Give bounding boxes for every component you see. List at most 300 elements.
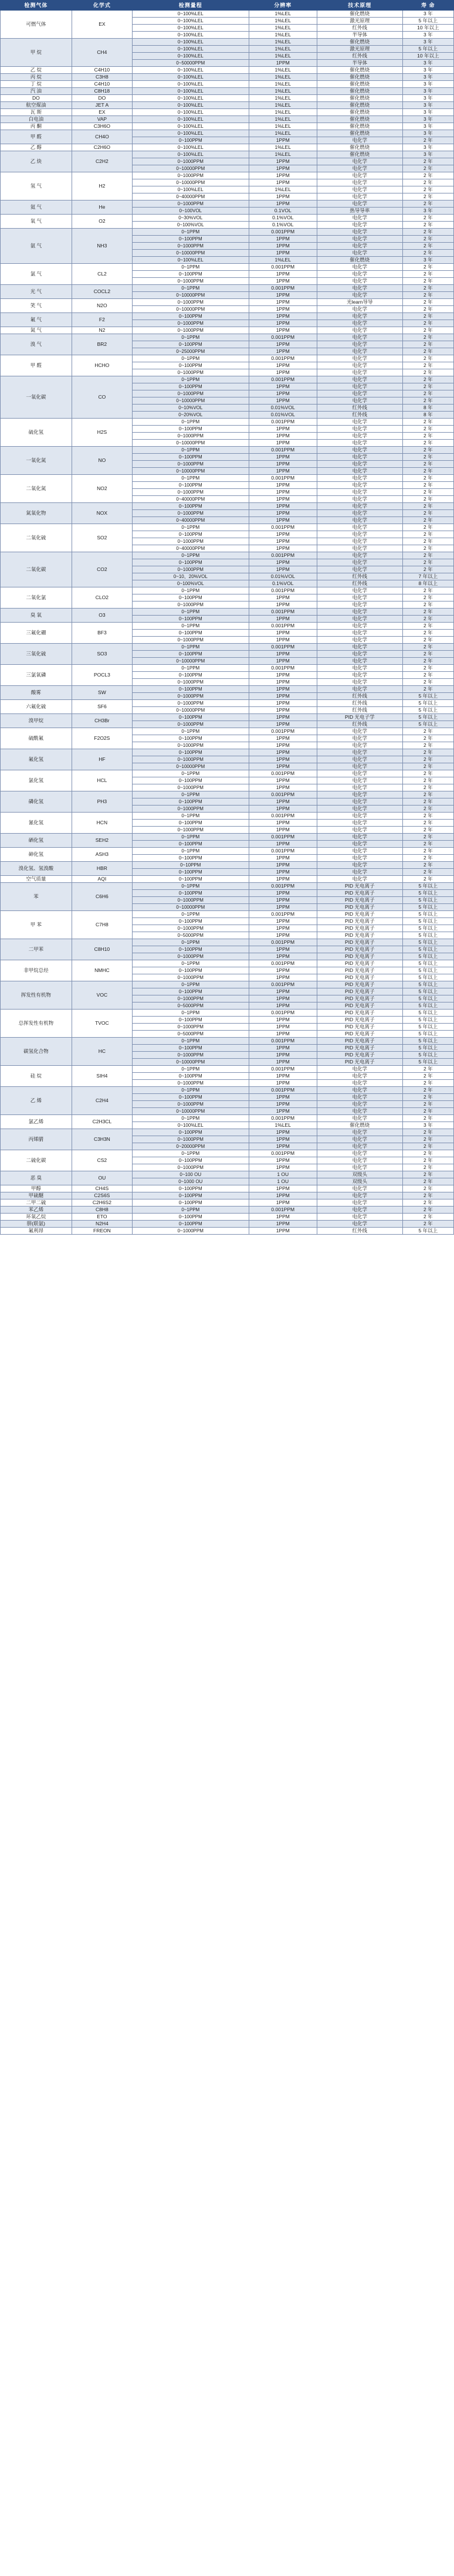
cell-life: 5 年以上 xyxy=(402,904,453,911)
cell-life: 2 年 xyxy=(402,1080,453,1087)
cell-range: 0~100%LEL xyxy=(133,39,249,46)
cell-range: 0~100PPM xyxy=(133,1129,249,1136)
cell-life: 2 年 xyxy=(402,601,453,609)
cell-range: 0~100PPM xyxy=(133,236,249,243)
spec-table xyxy=(0,0,454,1235)
cell-technology: 电化学 xyxy=(317,1207,403,1214)
cell-resolution: 1PPM xyxy=(249,855,317,862)
cell-formula: C2H3CL xyxy=(72,1115,132,1129)
cell-resolution: 1PPM xyxy=(249,236,317,243)
table-row xyxy=(1,264,454,271)
cell-range: 0~100PPM xyxy=(133,616,249,623)
cell-gas-name: 氯乙烯 xyxy=(1,1115,72,1129)
cell-formula: SF6 xyxy=(72,700,132,714)
cell-gas-name: 丙 烷 xyxy=(1,74,72,81)
cell-life: 2 年 xyxy=(402,397,453,405)
cell-range: 0~100PPM xyxy=(133,362,249,369)
cell-technology: PID 光电离子 xyxy=(317,1052,403,1059)
cell-resolution: 1PPM xyxy=(249,137,317,144)
cell-technology: 电化学 xyxy=(317,186,403,193)
cell-resolution: 1PPM xyxy=(249,468,317,475)
cell-resolution: 0.001PPM xyxy=(249,1115,317,1122)
cell-gas-name: 酸雾 xyxy=(1,686,72,700)
cell-resolution: 1%LEL xyxy=(249,186,317,193)
cell-technology: 电化学 xyxy=(317,798,403,806)
cell-resolution: 1PPM xyxy=(249,193,317,200)
cell-formula: CL2 xyxy=(72,264,132,285)
cell-resolution: 0.001PPM xyxy=(249,770,317,777)
cell-range: 0~1PPM xyxy=(133,1087,249,1094)
cell-life: 5 年以上 xyxy=(402,1045,453,1052)
cell-range: 0~1000PPM xyxy=(133,784,249,791)
table-row xyxy=(1,11,454,18)
cell-life: 2 年 xyxy=(402,447,453,454)
cell-resolution: 1PPM xyxy=(249,1108,317,1115)
cell-resolution: 0.001PPM xyxy=(249,1066,317,1073)
cell-gas-name: 甲 醛 xyxy=(1,130,72,144)
cell-resolution: 1%LEL xyxy=(249,46,317,53)
cell-range: 0~10000PPM xyxy=(133,1059,249,1066)
cell-gas-name: 航空煤油 xyxy=(1,102,72,109)
cell-life: 2 年 xyxy=(402,749,453,756)
table-row xyxy=(1,1221,454,1228)
cell-resolution: 1%LEL xyxy=(249,53,317,60)
cell-technology: 电化学 xyxy=(317,749,403,756)
cell-formula: EX xyxy=(72,109,132,116)
cell-life: 2 年 xyxy=(402,524,453,531)
cell-range: 0~1PPM xyxy=(133,981,249,988)
cell-life: 5 年以上 xyxy=(402,890,453,897)
cell-resolution: 1PPM xyxy=(249,383,317,390)
cell-technology: 电化学 xyxy=(317,559,403,566)
cell-resolution: 1 OU xyxy=(249,1178,317,1185)
table-row xyxy=(1,130,454,137)
cell-resolution: 0.001PPM xyxy=(249,285,317,292)
table-row xyxy=(1,524,454,531)
cell-resolution: 1PPM xyxy=(249,510,317,517)
cell-range: 0~1PPM xyxy=(133,911,249,918)
cell-life: 2 年 xyxy=(402,517,453,524)
table-row xyxy=(1,981,454,988)
cell-life: 3 年 xyxy=(402,32,453,39)
cell-range: 0~10000PPM xyxy=(133,440,249,447)
cell-technology: 催化燃烧 xyxy=(317,116,403,123)
cell-resolution: 1%LEL xyxy=(249,1122,317,1129)
table-row xyxy=(1,327,454,334)
cell-range: 0~100PPM xyxy=(133,1017,249,1024)
cell-life: 2 年 xyxy=(402,299,453,306)
cell-life: 5 年以上 xyxy=(402,1038,453,1045)
cell-technology: 双级头 xyxy=(317,1178,403,1185)
cell-resolution: 1PPM xyxy=(249,777,317,784)
cell-technology: 电化学 xyxy=(317,271,403,278)
cell-life: 2 年 xyxy=(402,1094,453,1101)
cell-range: 0~20%VOL xyxy=(133,412,249,419)
table-row xyxy=(1,848,454,855)
cell-life: 2 年 xyxy=(402,756,453,763)
cell-gas-name: 甲醇 xyxy=(1,1185,72,1192)
cell-gas-name: 乙 烯 xyxy=(1,1087,72,1115)
col-life: 寿 命 xyxy=(402,1,453,11)
cell-life: 2 年 xyxy=(402,531,453,538)
cell-range: 0~100%VOL xyxy=(133,580,249,587)
cell-life: 2 年 xyxy=(402,1214,453,1221)
table-row xyxy=(1,1115,454,1122)
cell-life: 2 年 xyxy=(402,482,453,489)
cell-technology: 电化学 xyxy=(317,1080,403,1087)
cell-technology: PID 光电离子 xyxy=(317,1017,403,1024)
cell-technology: 电化学 xyxy=(317,179,403,186)
cell-range: 0~100%LEL xyxy=(133,18,249,25)
cell-resolution: 0.001PPM xyxy=(249,813,317,820)
cell-gas-name: 氯化氢 xyxy=(1,770,72,791)
table-row xyxy=(1,609,454,616)
cell-life: 7 年以上 xyxy=(402,573,453,580)
cell-range: 0~1000PPM xyxy=(133,461,249,468)
cell-gas-name: 瓦 斯 xyxy=(1,109,72,116)
cell-life: 5 年以上 xyxy=(402,721,453,728)
cell-range: 0~100%LEL xyxy=(133,88,249,95)
cell-resolution: 1PPM xyxy=(249,348,317,355)
cell-resolution: 1PPM xyxy=(249,1157,317,1164)
cell-technology: 电化学 xyxy=(317,1087,403,1094)
cell-resolution: 1PPM xyxy=(249,672,317,679)
cell-technology: PID 光电离子 xyxy=(317,897,403,904)
cell-resolution: 1PPM xyxy=(249,397,317,405)
cell-life: 2 年 xyxy=(402,623,453,630)
cell-formula: HCL xyxy=(72,770,132,791)
cell-range: 0~1PPM xyxy=(133,419,249,426)
cell-technology: 催化燃烧 xyxy=(317,39,403,46)
table-row xyxy=(1,876,454,883)
cell-range: 0~100PPM xyxy=(133,714,249,721)
cell-life: 2 年 xyxy=(402,200,453,208)
cell-technology: 热导导率 xyxy=(317,208,403,215)
cell-technology: 电化学 xyxy=(317,763,403,770)
cell-technology: 电化学 xyxy=(317,566,403,573)
cell-gas-name: 甲 苯 xyxy=(1,911,72,939)
table-row xyxy=(1,151,454,158)
cell-formula: CH3Br xyxy=(72,714,132,728)
cell-resolution: 0.001PPM xyxy=(249,475,317,482)
cell-technology: 催化燃烧 xyxy=(317,88,403,95)
table-row xyxy=(1,960,454,967)
cell-life: 5 年以上 xyxy=(402,932,453,939)
cell-formula: CO2 xyxy=(72,552,132,587)
cell-technology: 电化学 xyxy=(317,193,403,200)
cell-technology: 电化学 xyxy=(317,369,403,376)
cell-range: 0~100PPM xyxy=(133,271,249,278)
cell-range: 0~100PPM xyxy=(133,1045,249,1052)
cell-life: 2 年 xyxy=(402,862,453,869)
cell-life: 3 年 xyxy=(402,109,453,116)
cell-technology: PID 光电离子 xyxy=(317,932,403,939)
cell-technology: 催化燃烧 xyxy=(317,1122,403,1129)
cell-resolution: 1%LEL xyxy=(249,116,317,123)
cell-life: 2 年 xyxy=(402,742,453,749)
cell-life: 2 年 xyxy=(402,475,453,482)
cell-technology: 催化燃烧 xyxy=(317,130,403,137)
cell-resolution: 1PPM xyxy=(249,967,317,974)
cell-range: 0~1000PPM xyxy=(133,953,249,960)
cell-range: 0~1PPM xyxy=(133,883,249,890)
cell-gas-name: 硫酰氟 xyxy=(1,728,72,749)
cell-range: 0~100PPM xyxy=(133,798,249,806)
cell-resolution: 1PPM xyxy=(249,862,317,869)
cell-life: 5 年以上 xyxy=(402,18,453,25)
table-row xyxy=(1,813,454,820)
cell-technology: 电化学 xyxy=(317,552,403,559)
table-row xyxy=(1,95,454,102)
cell-life: 2 年 xyxy=(402,841,453,848)
cell-range: 0~10000PPM xyxy=(133,1108,249,1115)
cell-resolution: 1%LEL xyxy=(249,11,317,18)
cell-life: 2 年 xyxy=(402,250,453,257)
table-row xyxy=(1,686,454,693)
cell-technology: 电化学 xyxy=(317,229,403,236)
cell-resolution: 1PPM xyxy=(249,1031,317,1038)
cell-resolution: 0.001PPM xyxy=(249,447,317,454)
cell-range: 0~100%LEL xyxy=(133,1122,249,1129)
cell-technology: 红外线 xyxy=(317,693,403,700)
cell-life: 2 年 xyxy=(402,848,453,855)
cell-technology: 电化学 xyxy=(317,397,403,405)
table-row xyxy=(1,939,454,946)
cell-technology: PID 光电离子 xyxy=(317,1024,403,1031)
cell-range: 0~100%LEL xyxy=(133,151,249,158)
cell-resolution: 1PPM xyxy=(249,1143,317,1150)
table-row xyxy=(1,911,454,918)
cell-life: 2 年 xyxy=(402,869,453,876)
cell-range: 0~100%LEL xyxy=(133,32,249,39)
table-row xyxy=(1,109,454,116)
cell-range: 0~100PPM xyxy=(133,918,249,925)
cell-gas-name: 溴甲烷 xyxy=(1,714,72,728)
cell-range: 0~5000PPM xyxy=(133,1002,249,1010)
cell-technology: 电化学 xyxy=(317,341,403,348)
cell-technology: 电化学 xyxy=(317,447,403,454)
cell-range: 0~100PPM xyxy=(133,630,249,637)
cell-resolution: 1PPM xyxy=(249,531,317,538)
cell-range: 0~1000PPM xyxy=(133,327,249,334)
cell-range: 0~10PPM xyxy=(133,862,249,869)
cell-resolution: 0.001PPM xyxy=(249,665,317,672)
cell-gas-name: 非甲烷总烃 xyxy=(1,960,72,981)
cell-formula: CH4O xyxy=(72,130,132,144)
cell-formula: C8H18 xyxy=(72,88,132,95)
cell-technology: PID 光电离子 xyxy=(317,939,403,946)
cell-resolution: 1PPM xyxy=(249,925,317,932)
cell-life: 2 年 xyxy=(402,419,453,426)
cell-technology: 电化学 xyxy=(317,1185,403,1192)
cell-formula: HCHO xyxy=(72,355,132,376)
cell-resolution: 1PPM xyxy=(249,200,317,208)
cell-life: 10 年以上 xyxy=(402,53,453,60)
gas-sensor-spec-table xyxy=(0,0,454,1235)
cell-technology: 电化学 xyxy=(317,813,403,820)
cell-range: 0~40000PPM xyxy=(133,545,249,552)
cell-resolution: 1PPM xyxy=(249,461,317,468)
cell-resolution: 0.001PPM xyxy=(249,1150,317,1157)
cell-gas-name: 可燃气体 xyxy=(1,11,72,39)
cell-technology: 电化学 xyxy=(317,841,403,848)
cell-range: 0~1000PPM xyxy=(133,806,249,813)
cell-range: 0~1PPM xyxy=(133,587,249,594)
table-header-row xyxy=(1,1,454,11)
cell-technology: 催化燃烧 xyxy=(317,95,403,102)
cell-gas-name: 碳氢化合物 xyxy=(1,1038,72,1066)
cell-resolution: 1PPM xyxy=(249,1073,317,1080)
cell-resolution: 1PPM xyxy=(249,489,317,496)
cell-technology: 激光原理 xyxy=(317,46,403,53)
cell-gas-name: 氯 气 xyxy=(1,264,72,285)
cell-life: 2 年 xyxy=(402,770,453,777)
cell-technology: 电化学 xyxy=(317,1101,403,1108)
cell-technology: 光learn导导 xyxy=(317,299,403,306)
cell-range: 0~1000PPM xyxy=(133,974,249,981)
cell-resolution: 1PPM xyxy=(249,1214,317,1221)
cell-life: 2 年 xyxy=(402,222,453,229)
cell-technology: 红外线 xyxy=(317,53,403,60)
cell-technology: 电化学 xyxy=(317,672,403,679)
cell-gas-name: 丁 烷 xyxy=(1,81,72,88)
cell-resolution: 1PPM xyxy=(249,616,317,623)
cell-life: 2 年 xyxy=(402,264,453,271)
cell-resolution: 1PPM xyxy=(249,1080,317,1087)
cell-technology: 电化学 xyxy=(317,376,403,383)
cell-range: 0~100PPM xyxy=(133,1157,249,1164)
cell-life: 5 年以上 xyxy=(402,1052,453,1059)
cell-range: 0~1000PPM xyxy=(133,299,249,306)
cell-life: 2 年 xyxy=(402,1157,453,1164)
cell-range: 0~10000PPM xyxy=(133,179,249,186)
cell-life: 2 年 xyxy=(402,1207,453,1214)
cell-technology: 红外线 xyxy=(317,580,403,587)
cell-technology: 电化学 xyxy=(317,538,403,545)
cell-technology: 电化学 xyxy=(317,531,403,538)
cell-formula: JET A xyxy=(72,102,132,109)
cell-formula: HBR xyxy=(72,862,132,876)
cell-technology: 红外线 xyxy=(317,25,403,32)
cell-formula: He xyxy=(72,200,132,215)
cell-gas-name: 硫化氢 xyxy=(1,419,72,447)
cell-technology: PID 光电离子 xyxy=(317,1038,403,1045)
cell-formula: NO xyxy=(72,447,132,475)
cell-technology: 电化学 xyxy=(317,292,403,299)
table-row xyxy=(1,1010,454,1017)
cell-life: 2 年 xyxy=(402,728,453,735)
table-row xyxy=(1,728,454,735)
cell-resolution: 1PPM xyxy=(249,165,317,172)
cell-range: 0~10000PPM xyxy=(133,250,249,257)
cell-resolution: 0.01%VOL xyxy=(249,573,317,580)
cell-range: 0~1000PPM xyxy=(133,320,249,327)
cell-resolution: 1PPM xyxy=(249,278,317,285)
table-row xyxy=(1,200,454,208)
cell-resolution: 1PPM xyxy=(249,679,317,686)
cell-resolution: 1PPM xyxy=(249,369,317,376)
cell-technology: 电化学 xyxy=(317,630,403,637)
cell-formula: SEH2 xyxy=(72,834,132,848)
cell-formula: HF xyxy=(72,749,132,770)
cell-life: 2 年 xyxy=(402,1101,453,1108)
table-row xyxy=(1,116,454,123)
cell-gas-name: 环氧乙烷 xyxy=(1,1214,72,1221)
cell-range: 0~100PPM xyxy=(133,686,249,693)
cell-life: 5 年以上 xyxy=(402,1002,453,1010)
cell-range: 0~1000 OU xyxy=(133,1178,249,1185)
table-row xyxy=(1,81,454,88)
cell-range: 0~1000PPM xyxy=(133,1080,249,1087)
cell-technology: 电化学 xyxy=(317,1108,403,1115)
cell-life: 2 年 xyxy=(402,158,453,165)
cell-range: 0~1000PPM xyxy=(133,1228,249,1235)
cell-formula: C3H8 xyxy=(72,74,132,81)
cell-life: 5 年以上 xyxy=(402,960,453,967)
cell-life: 5 年以上 xyxy=(402,925,453,932)
cell-range: 0~100PPM xyxy=(133,482,249,489)
cell-technology: 电化学 xyxy=(317,1192,403,1199)
cell-range: 0~1000PPM xyxy=(133,679,249,686)
cell-range: 0~1PPM xyxy=(133,644,249,651)
cell-resolution: 1%LEL xyxy=(249,67,317,74)
cell-gas-name: 乙 醇 xyxy=(1,144,72,151)
cell-range: 0~100PPM xyxy=(133,1073,249,1080)
cell-technology: 电化学 xyxy=(317,1129,403,1136)
cell-technology: PID 光电离子 xyxy=(317,1031,403,1038)
cell-resolution: 1PPM xyxy=(249,658,317,665)
cell-gas-name: 乙 烷 xyxy=(1,67,72,74)
cell-range: 0~100PPM xyxy=(133,137,249,144)
cell-life: 2 年 xyxy=(402,172,453,179)
cell-range: 0~100PPM xyxy=(133,383,249,390)
cell-technology: PID 光电离子 xyxy=(317,1010,403,1017)
cell-formula: COCL2 xyxy=(72,285,132,299)
cell-formula: SO2 xyxy=(72,524,132,552)
cell-gas-name: 挥发性有机物 xyxy=(1,981,72,1010)
col-resolution: 分辨率 xyxy=(249,1,317,11)
cell-resolution: 1%LEL xyxy=(249,18,317,25)
cell-formula: NMHC xyxy=(72,960,132,981)
cell-resolution: 1PPM xyxy=(249,299,317,306)
cell-resolution: 0.001PPM xyxy=(249,981,317,988)
cell-technology: PID 光电离子 xyxy=(317,960,403,967)
cell-range: 0~100PPM xyxy=(133,1221,249,1228)
cell-resolution: 1%LEL xyxy=(249,130,317,137)
cell-technology: 电化学 xyxy=(317,503,403,510)
cell-technology: PID 光电离子 xyxy=(317,974,403,981)
cell-range: 0~100PPM xyxy=(133,1094,249,1101)
table-row xyxy=(1,172,454,179)
cell-gas-name: 二氧化碳 xyxy=(1,552,72,587)
cell-range: 0~1PPM xyxy=(133,813,249,820)
cell-resolution: 1PPM xyxy=(249,1094,317,1101)
cell-life: 2 年 xyxy=(402,489,453,496)
cell-gas-name: 溴化氢、氢溴酸 xyxy=(1,862,72,876)
cell-range: 0~100%LEL xyxy=(133,257,249,264)
table-row xyxy=(1,419,454,426)
cell-gas-name: 光 气 xyxy=(1,285,72,299)
cell-range: 0~100%LEL xyxy=(133,186,249,193)
cell-resolution: 1PPM xyxy=(249,897,317,904)
cell-range: 0~100PPM xyxy=(133,454,249,461)
cell-life: 5 年以上 xyxy=(402,967,453,974)
cell-resolution: 0.1VOL xyxy=(249,208,317,215)
cell-technology: 电化学 xyxy=(317,362,403,369)
cell-life: 2 年 xyxy=(402,630,453,637)
cell-gas-name: 氰化氢 xyxy=(1,813,72,834)
cell-range: 0~1PPM xyxy=(133,1207,249,1214)
